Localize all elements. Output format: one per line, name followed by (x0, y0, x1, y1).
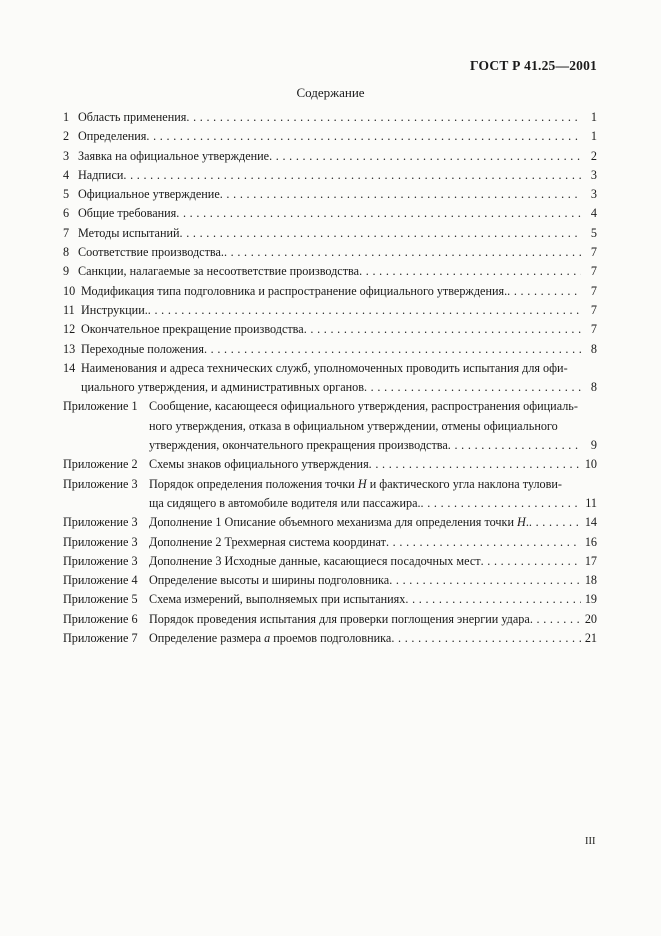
section-number: 8 (63, 245, 70, 260)
appendix-label: Приложение 4 (63, 573, 138, 588)
page-number: 4 (590, 206, 597, 221)
section-number: 6 (63, 206, 70, 221)
page-number: 5 (590, 225, 597, 240)
appendix-label: Приложение 3 (63, 515, 138, 530)
section-title: Наименования и адреса технических служб, уполномоченных проводить испытания для офи- (81, 360, 568, 375)
appendix-title: Порядок определения положения точки Н и фактического угла наклона тулови- (149, 476, 562, 491)
dot-leader (186, 108, 581, 127)
section-number: 11 (63, 302, 75, 317)
toc-entry[interactable] (63, 243, 597, 262)
appendix-title-continued: ного утверждения, отказа в официальном утверждении, отмены официального (149, 418, 558, 433)
dot-leader (304, 320, 581, 339)
appendix-label: Приложение 5 (63, 592, 138, 607)
page-number: 20 (584, 611, 597, 626)
appendix-title: Определение высоты и ширины подголовника (149, 573, 390, 588)
dot-leader (148, 301, 581, 320)
section-title: Соответствие производства. (78, 245, 224, 260)
page-number: 7 (590, 302, 597, 317)
toc-entry[interactable] (63, 571, 597, 590)
page-number: 7 (590, 322, 597, 337)
section-number: 4 (63, 167, 70, 182)
dot-leader (507, 282, 581, 301)
appendix-label: Приложение 7 (63, 631, 138, 646)
page-number: 2 (590, 148, 597, 163)
toc-entry[interactable] (63, 610, 597, 629)
page-title: Содержание (296, 85, 365, 100)
dot-leader (364, 378, 581, 397)
appendix-title-continued: ща сидящего в автомобиле водителя или пассажира. (149, 495, 421, 510)
dot-leader (389, 571, 581, 590)
page-number: 17 (584, 553, 597, 568)
appendix-title: Определение размера а проемов подголовника (149, 631, 392, 646)
toc-entry[interactable] (63, 282, 597, 301)
section-number: 13 (63, 341, 76, 356)
toc-entry[interactable] (63, 127, 597, 146)
toc-entry[interactable] (63, 166, 597, 185)
section-title: Окончательное прекращение производства (81, 322, 304, 337)
section-title: Инструкции. (81, 302, 148, 317)
toc-entry[interactable] (63, 397, 597, 455)
dot-leader (386, 533, 581, 552)
section-title: Надписи (78, 167, 124, 182)
dot-leader (180, 224, 581, 243)
appendix-label: Приложение 3 (63, 534, 138, 549)
appendix-label: Приложение 1 (63, 399, 138, 414)
toc-entry[interactable] (63, 533, 597, 552)
section-number: 5 (63, 187, 70, 202)
page-number: 19 (584, 592, 597, 607)
dot-leader (448, 436, 581, 455)
section-title: Официальное утверждение (78, 187, 220, 202)
page-number: 11 (585, 495, 597, 510)
toc-entry[interactable] (63, 262, 597, 281)
dot-leader (269, 147, 581, 166)
toc-entry[interactable] (63, 513, 597, 532)
page-number: 14 (584, 515, 597, 530)
table-of-contents (63, 108, 597, 648)
page-number: 3 (590, 187, 597, 202)
toc-entry[interactable] (63, 301, 597, 320)
page-number: 9 (590, 438, 597, 453)
section-title: Общие требования (78, 206, 177, 221)
section-title-continued: циального утверждения, и административных органов (81, 380, 364, 395)
toc-entry[interactable] (63, 108, 597, 127)
dot-leader (529, 513, 581, 532)
section-number: 7 (63, 225, 70, 240)
page-number: 21 (584, 631, 597, 646)
toc-entry[interactable] (63, 204, 597, 223)
section-title: Методы испытаний (78, 225, 180, 240)
dot-leader (530, 610, 581, 629)
appendix-title: Порядок проведения испытания для проверки поглощения энергии удара (149, 611, 530, 626)
section-title: Заявка на официальное утверждение (78, 148, 270, 163)
section-number: 1 (63, 110, 70, 124)
dot-leader (369, 455, 581, 474)
page-number: 8 (590, 380, 597, 395)
section-title: Переходные положения (81, 341, 204, 356)
document-header: ГОСТ Р 41.25—2001 (470, 58, 597, 73)
toc-entry[interactable] (63, 320, 597, 339)
page-number: 8 (590, 341, 597, 356)
section-title: Модификация типа подголовника и распространение официального утверждения. (81, 283, 508, 298)
appendix-label: Приложение 6 (63, 611, 138, 626)
appendix-title-continued: утверждения, окончательного прекращения производства (149, 438, 448, 453)
toc-entry[interactable] (63, 475, 597, 514)
appendix-label: Приложение 3 (63, 476, 138, 491)
appendix-label: Приложение 3 (63, 553, 138, 568)
appendix-title: Схемы знаков официального утверждения (149, 457, 369, 472)
page-number: 7 (590, 283, 597, 298)
section-number: 2 (63, 129, 70, 144)
appendix-label: Приложение 2 (63, 457, 138, 472)
page-number: 7 (590, 245, 597, 260)
appendix-title: Дополнение 3 Исходные данные, касающиеся посадочных мест (149, 553, 481, 568)
dot-leader (123, 166, 581, 185)
page-footer-number: III (585, 836, 596, 847)
appendix-title: Дополнение 1 Описание объемного механизма для определения точки Н. (149, 515, 529, 530)
toc-entry[interactable] (63, 629, 597, 648)
toc-entry[interactable] (63, 340, 597, 359)
dot-leader (220, 185, 581, 204)
page-number: 18 (584, 573, 597, 588)
appendix-title: Сообщение, касающееся официального утверждения, распространения официаль- (149, 399, 578, 414)
dot-leader (176, 204, 581, 223)
toc-entry[interactable] (63, 590, 597, 609)
page-number: 10 (584, 457, 597, 472)
dot-leader (146, 127, 581, 146)
dot-leader (224, 243, 581, 262)
appendix-title: Дополнение 2 Трехмерная система координат (149, 534, 386, 549)
toc-entry[interactable] (63, 185, 597, 204)
dot-leader (391, 629, 581, 648)
page-number: 16 (584, 534, 597, 549)
dot-leader (204, 340, 581, 359)
section-number: 12 (63, 322, 76, 337)
section-title: Область применения (78, 110, 187, 124)
toc-entry[interactable] (63, 224, 597, 243)
section-number: 14 (63, 360, 76, 375)
toc-entry[interactable] (63, 147, 597, 166)
appendix-title: Схема измерений, выполняемых при испытаниях (149, 592, 406, 607)
dot-leader (421, 494, 581, 513)
page-number: 7 (590, 264, 597, 279)
toc-entry[interactable] (63, 552, 597, 571)
toc-entry[interactable] (63, 359, 597, 398)
section-number: 3 (63, 148, 70, 163)
section-number: 10 (63, 283, 76, 298)
toc-entry[interactable] (63, 455, 597, 474)
page-number: 3 (590, 167, 597, 182)
section-number: 9 (63, 264, 70, 279)
dot-leader (359, 262, 581, 281)
dot-leader (405, 590, 581, 609)
dot-leader (481, 552, 581, 571)
section-title: Санкции, налагаемые за несоответствие производства (78, 264, 360, 279)
page-number: 1 (590, 110, 597, 124)
section-title: Определения (78, 129, 147, 144)
page-number: 1 (590, 129, 597, 144)
